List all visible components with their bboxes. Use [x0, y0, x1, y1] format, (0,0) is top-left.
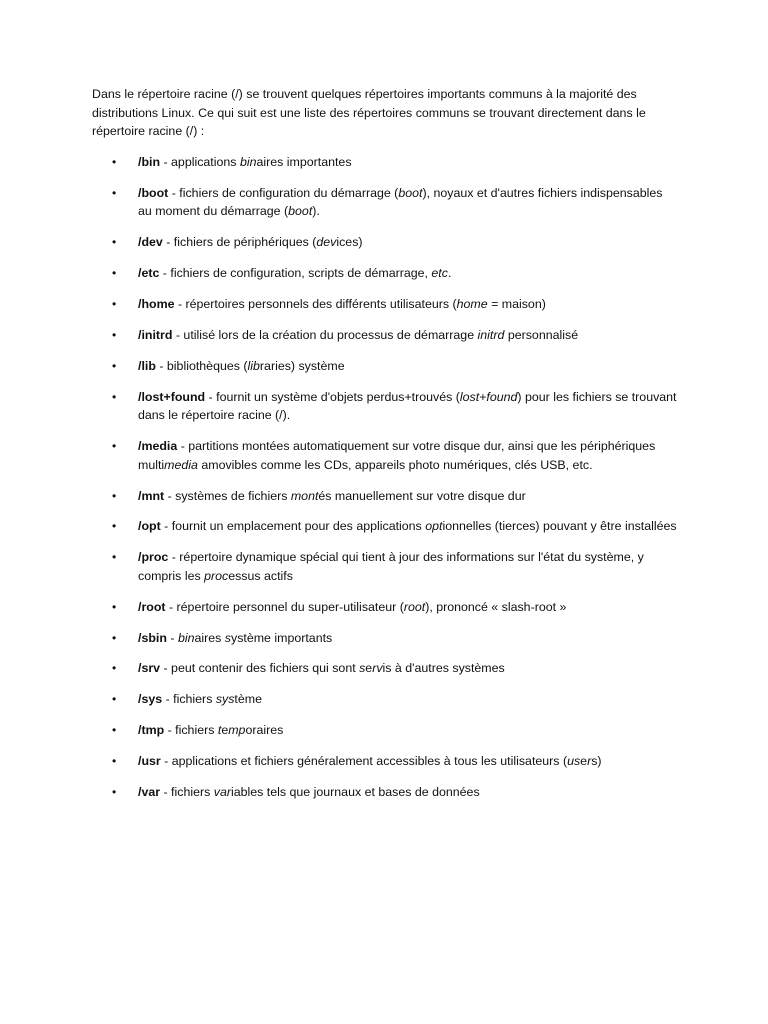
- directory-description: - peut contenir des fichiers qui sont servis à d'autres systèmes: [160, 661, 505, 676]
- bullet-icon: •: [112, 661, 117, 676]
- directory-name: /initrd: [138, 327, 173, 342]
- directory-description: - fichiers de configuration, scripts de démarrage, etc.: [159, 266, 452, 281]
- directory-list-item: [0, 388, 678, 425]
- bullet-icon: •: [112, 358, 117, 373]
- directory-name: /lost+found: [138, 389, 206, 404]
- directory-name: /opt: [138, 519, 161, 534]
- directory-name: /var: [138, 785, 161, 800]
- directory-list-item: [0, 783, 678, 802]
- directory-description: - utilisé lors de la création du processus de démarrage initrd personnalisé: [172, 327, 579, 342]
- directory-list-item: [0, 517, 678, 536]
- bullet-icon: •: [112, 550, 117, 565]
- directory-name: /media: [138, 439, 178, 454]
- directory-list-item: [0, 153, 678, 172]
- directory-description: - fichiers de périphériques (devices): [162, 235, 363, 250]
- bullet-icon: •: [112, 439, 117, 454]
- directory-description: - fournit un système d'objets perdus+trouvés (lost+found) pour les fichiers se trouvant dans le répertoire racine (/).: [138, 389, 677, 423]
- directory-name: /boot: [138, 185, 169, 200]
- directory-list-item: [0, 548, 678, 585]
- directory-description: - partitions montées automatiquement sur votre disque dur, ainsi que les périphériques multimedia amovibles comme les CDs, appareils photo numériques, clés USB, etc.: [138, 439, 656, 472]
- directory-list-item: [0, 326, 678, 345]
- directory-description: - répertoires personnels des différents utilisateurs (home = maison): [174, 297, 546, 312]
- directory-list-item: [0, 233, 678, 252]
- bullet-icon: •: [112, 692, 117, 707]
- directory-description: - systèmes de fichiers montés manuellement sur votre disque dur: [164, 488, 526, 503]
- directory-list-item: [0, 690, 678, 709]
- directory-name: /etc: [138, 266, 160, 281]
- directory-description: - fichiers variables tels que journaux et bases de données: [160, 785, 480, 800]
- directory-list-item: [0, 295, 678, 314]
- directory-list-item: [0, 357, 678, 376]
- directory-description: - binaires système importants: [166, 630, 333, 645]
- directory-description: - applications binaires importantes: [160, 155, 352, 169]
- directory-list-item: [0, 598, 678, 617]
- directory-name: /tmp: [138, 723, 165, 738]
- directory-name: /bin: [138, 155, 161, 169]
- directory-list: [0, 153, 768, 814]
- bullet-icon: •: [112, 785, 117, 800]
- directory-description: - fournit un emplacement pour des applications optionnelles (tierces) pouvant y être installées: [160, 519, 677, 534]
- directory-description: - bibliothèques (libraries) système: [155, 358, 345, 373]
- directory-name: /sbin: [138, 630, 167, 645]
- bullet-icon: •: [112, 630, 117, 645]
- intro-paragraph: Dans le répertoire racine (/) se trouvent quelques répertoires importants communs à la majorité des distributions Linux. Ce qui suit est une liste des répertoires communs se trouvant directement dans le répertoire racine (/) :: [92, 87, 646, 138]
- directory-name: /dev: [138, 235, 163, 250]
- bullet-icon: •: [112, 723, 117, 738]
- directory-description: - fichiers temporaires: [164, 723, 284, 738]
- bullet-icon: •: [112, 297, 117, 312]
- directory-list-item: [0, 752, 678, 771]
- bullet-icon: •: [112, 599, 117, 614]
- directory-name: /mnt: [138, 488, 165, 503]
- directory-description: - répertoire personnel du super-utilisateur (root), prononcé « slash-root »: [165, 599, 567, 614]
- directory-name: /home: [138, 297, 175, 312]
- directory-list-item: [0, 659, 678, 678]
- directory-name: /usr: [138, 754, 161, 769]
- directory-description: - fichiers système: [162, 692, 262, 707]
- bullet-icon: •: [112, 488, 117, 503]
- directory-list-item: [0, 264, 678, 283]
- directory-list-item: [0, 184, 678, 221]
- bullet-icon: •: [112, 235, 117, 250]
- directory-list-item: [0, 629, 678, 648]
- bullet-icon: •: [112, 327, 117, 342]
- bullet-icon: •: [112, 155, 117, 169]
- directory-name: /root: [138, 599, 166, 614]
- directory-list-item: [0, 437, 678, 474]
- bullet-icon: •: [112, 754, 117, 769]
- bullet-icon: •: [112, 266, 117, 281]
- directory-name: /sys: [138, 692, 163, 707]
- bullet-icon: •: [112, 519, 117, 534]
- directory-description: - répertoire dynamique spécial qui tient à jour des informations sur l'état du système, y compris les processus actifs: [138, 550, 644, 583]
- directory-description: - fichiers de configuration du démarrage (boot), noyaux et d'autres fichiers indispensables au moment du démarrage (boot).: [138, 185, 663, 219]
- directory-name: /lib: [138, 358, 156, 373]
- bullet-icon: •: [112, 185, 117, 200]
- directory-list-item: [0, 721, 678, 740]
- directory-list-item: [0, 487, 678, 506]
- bullet-icon: •: [112, 389, 117, 404]
- directory-name: /srv: [138, 661, 161, 676]
- directory-name: /proc: [138, 550, 169, 565]
- directory-description: - applications et fichiers généralement accessibles à tous les utilisateurs (users): [160, 754, 602, 769]
